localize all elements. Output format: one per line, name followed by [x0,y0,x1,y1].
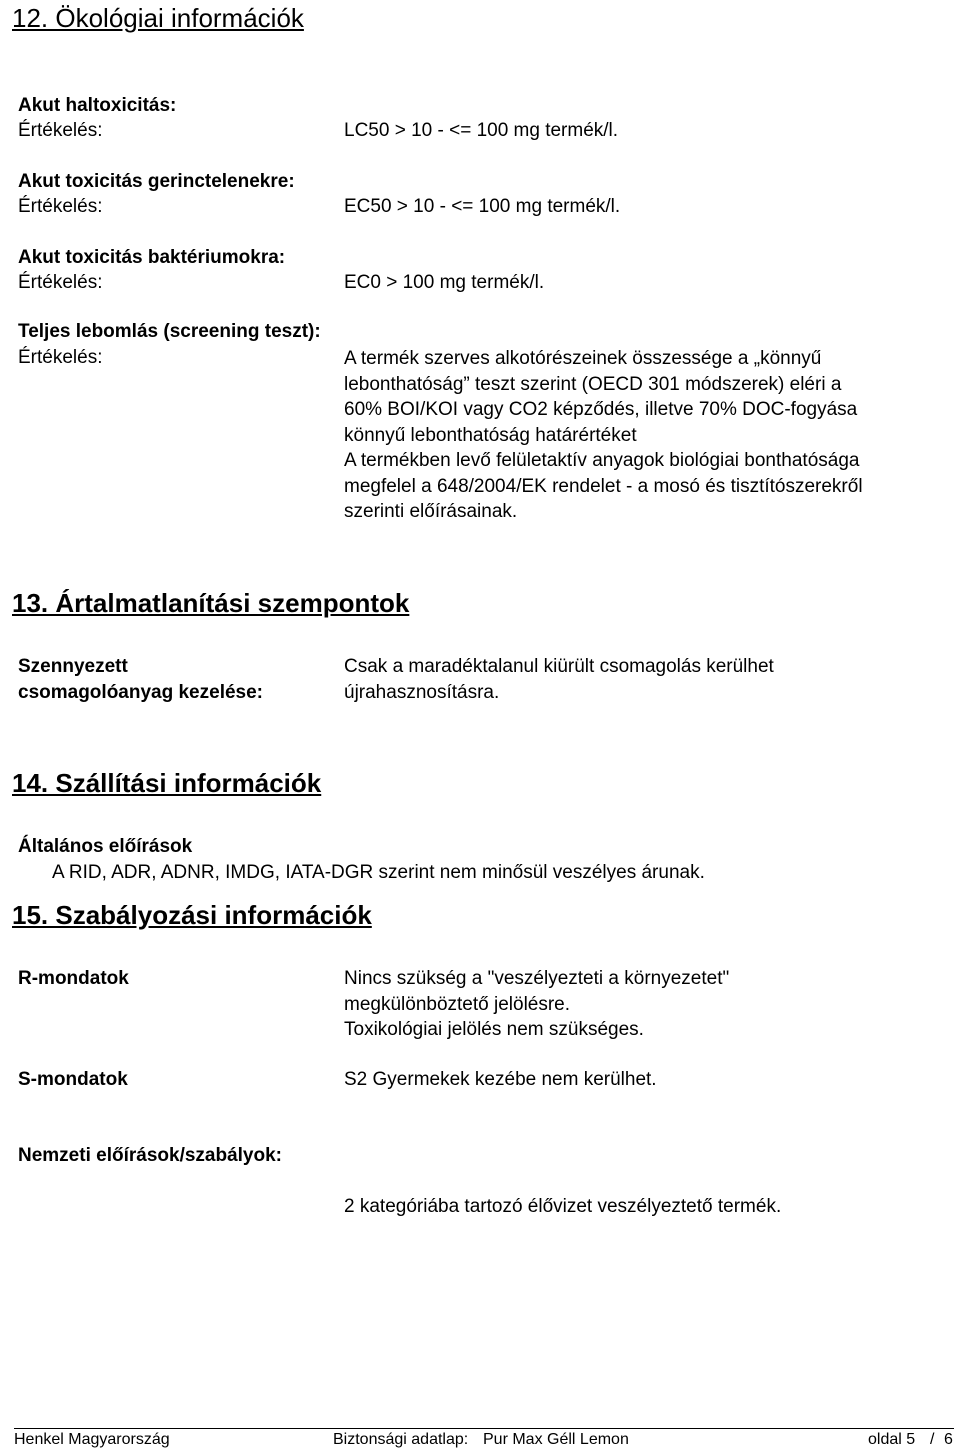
degradation-line: A termékben levő felületaktív anyagok biológiai bonthatósága [344,450,860,471]
degradation-eval-label: Értékelés: [18,347,103,368]
bact-toxicity-label: Akut toxicitás baktériumokra: [18,247,286,268]
degradation-line: 60% BOI/KOI vagy CO2 képződés, illetve 70% DOC-fogyása [344,399,858,420]
r-phrases-line3: Toxikológiai jelölés nem szükséges. [344,1019,644,1040]
footer-page-sep: / [930,1431,935,1448]
packaging-label-line2: csomagolóanyag kezelése: [18,682,263,703]
invert-toxicity-label: Akut toxicitás gerinctelenekre: [18,171,295,192]
general-rules-value: A RID, ADR, ADNR, IMDG, IATA-DGR szerint nem minősül veszélyes árunak. [52,862,705,883]
degradation-line: könnyű lebonthatóság határértéket [344,424,637,446]
r-phrases-label: R-mondatok [18,968,129,989]
footer-page-label: oldal 5 [868,1431,916,1448]
bact-eval-value: EC0 > 100 mg termék/l. [344,272,545,293]
national-rules-label: Nemzeti előírások/szabályok: [18,1145,282,1166]
footer-product: Pur Max Géll Lemon [483,1431,629,1448]
degradation-line: szerinti előírásainak. [344,501,518,522]
national-rules-value: 2 kategóriába tartozó élővizet veszélyeztető termék. [344,1196,782,1217]
degradation-line: A termék szerves alkotórészeinek összessége a „könnyű [344,348,822,369]
footer-page-total: 6 [944,1431,953,1448]
packaging-value-line2: újrahasznosításra. [344,682,500,703]
fish-toxicity-label: Akut haltoxicitás: [18,95,177,116]
bact-eval-label: Értékelés: [18,272,103,293]
section-12-title: 12. Ökológiai információk [12,3,304,33]
fish-eval-label: Értékelés: [18,120,103,141]
packaging-value-line1: Csak a maradéktalanul kiürült csomagolás kerülhet [344,656,774,677]
r-phrases-line1: Nincs szükség a "veszélyezteti a környezetet" [344,968,730,989]
degradation-label: Teljes lebomlás (screening teszt): [18,321,321,342]
s-phrases-label: S-mondatok [18,1069,128,1090]
r-phrases-line2: megkülönböztető jelölésre. [344,994,571,1015]
degradation-line: megfelel a 648/2004/EK rendelet - a mosó és tisztítószerekről [344,475,863,497]
footer-divider [14,1428,954,1429]
general-rules-label: Általános előírások [18,836,193,857]
section-14-title: 14. Szállítási információk [12,768,322,798]
packaging-label-line1: Szennyezett [18,656,128,677]
degradation-line: lebonthatóság” teszt szerint (OECD 301 módszerek) eléri a [344,373,842,395]
section-15-title: 15. Szabályozási információk [12,900,372,930]
section-13-title: 13. Ártalmatlanítási szempontok [12,588,410,618]
footer-doc-label: Biztonsági adatlap: [333,1431,469,1448]
fish-eval-value: LC50 > 10 - <= 100 mg termék/l. [344,120,619,141]
invert-eval-label: Értékelés: [18,196,103,217]
invert-eval-value: EC50 > 10 - <= 100 mg termék/l. [344,196,621,217]
s-phrases-value: S2 Gyermekek kezébe nem kerülhet. [344,1069,657,1090]
degradation-text [344,346,954,525]
footer-company: Henkel Magyarország [14,1431,170,1448]
